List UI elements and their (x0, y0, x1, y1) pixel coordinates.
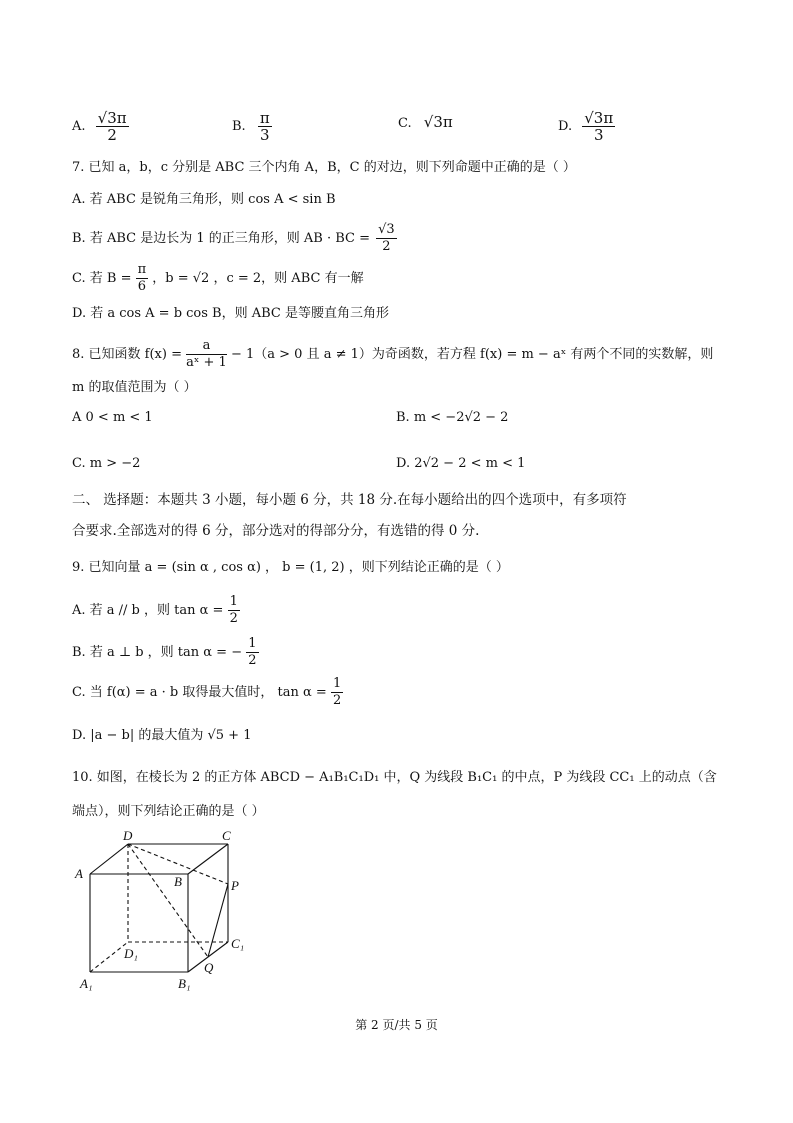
fraction: $\frac{\pi}{6}$ (137, 262, 147, 294)
q6-option-d (558, 110, 615, 143)
option-label: B. (232, 119, 246, 134)
q9-option-b: B. 若 a ⊥ b ，则 tan α = − $\frac{1}{2}$ (72, 636, 257, 668)
q9-stem: 9. 已知向量 a = (sin α , cos α) ， b = (1, 2) ，则下列结论正确的是（ ） (72, 560, 509, 575)
q9-option-c: C. 当 f(α) = a · b 取得最大值时， tan α = $\frac{1}{2}$ (72, 676, 342, 708)
label-Q: Q (204, 960, 214, 975)
fraction: $\frac{1}{2}$ (248, 636, 257, 668)
q7-option-b: B. 若 ABC 是边长为 1 的正三角形，则 AB · BC = $\frac{√3}{2}$ (72, 222, 395, 254)
q10-stem-line2: 端点），则下列结论正确的是（ ） (72, 804, 265, 819)
q9-option-a: A. 若 a // b ，则 tan α = $\frac{1}{2}$ (72, 594, 238, 626)
q8-stem-line2: m 的取值范围为（ ） (72, 380, 197, 395)
fraction: $\frac{a}{\text{aˣ + 1}}$ (186, 338, 227, 370)
label-C: C (222, 828, 231, 843)
option-label: C. (398, 116, 412, 131)
fraction: $\frac{√3}{2}$ (378, 222, 395, 254)
label-C1: C₁ (231, 936, 245, 951)
label-P: P (231, 878, 239, 893)
q7-option-d: D. 若 a cos A = b cos B，则 ABC 是等腰直角三角形 (72, 306, 390, 321)
q8-option-a: A 0 < m < 1 (72, 410, 153, 425)
q8-stem: 8. 已知函数 f(x) = $\frac{a}{\text{aˣ + 1}}$ − 1（a > 0 且 a ≠ 1）为奇函数，若方程 f(x) = m − aˣ 有两个不同的实数解，则 (72, 338, 714, 370)
section2-heading-line1: 二、 选择题：本题共 3 小题，每小题 6 分，共 18 分.在每小题给出的四个选项中，有多项符 (72, 492, 627, 508)
fraction: $\frac{√3\pi}{2}$ (97, 109, 127, 144)
section2-heading-line2: 合要求.全部选对的得 6 分，部分选对的得部分分，有选错的得 0 分. (72, 523, 480, 539)
label-D: D (123, 828, 133, 843)
q6-option-b (232, 110, 272, 143)
q6-option-a (72, 110, 129, 143)
hidden-segment-DQ (128, 844, 208, 957)
q7-option-a: A. 若 ABC 是锐角三角形，则 cos A < sin B (72, 192, 336, 207)
label-D1: D₁ (124, 946, 138, 961)
edge-BC (188, 844, 228, 874)
edge-AD (90, 844, 128, 874)
q7-option-c: C. 若 B = $\frac{\pi}{6}$ ，b = √2 ，c = 2，则 ABC 有一解 (72, 262, 364, 294)
label-B: B (174, 874, 182, 889)
label-B1: B₁ (178, 976, 191, 991)
option-label: A. (72, 119, 86, 134)
hidden-edge-A1D1 (90, 942, 128, 972)
q6-option-c: C. √3π (398, 113, 453, 131)
q8-option-b: B. m < −2√2 − 2 (396, 410, 509, 425)
q10-stem-line1: 10. 如图，在棱长为 2 的正方体 ABCD − A₁B₁C₁D₁ 中，Q 为线段 B₁C₁ 的中点，P 为线段 CC₁ 上的动点（含 (72, 770, 717, 785)
page-footer: 第 2 页/共 5 页 (355, 1018, 438, 1032)
cube-figure (70, 826, 270, 996)
q7-stem: 7. 已知 a，b，c 分别是 ABC 三个内角 A，B，C 的对边，则下列命题中正确的是（ ） (72, 160, 576, 175)
label-A: A (75, 866, 83, 881)
q8-option-d: D. 2√2 − 2 < m < 1 (396, 456, 526, 471)
fraction: $\frac{\pi}{3}$ (259, 109, 270, 144)
fraction: $\frac{1}{2}$ (332, 676, 342, 708)
option-label: D. (558, 119, 573, 134)
q8-option-c: C. m > −2 (72, 456, 141, 471)
fraction: $\frac{1}{2}$ (229, 594, 238, 626)
fraction: $\frac{√3\pi}{3}$ (584, 109, 614, 144)
segment-PQ (208, 884, 228, 957)
label-A1: A₁ (80, 976, 93, 991)
q9-option-d: D. |a − b| 的最大值为 √5 + 1 (72, 728, 252, 743)
